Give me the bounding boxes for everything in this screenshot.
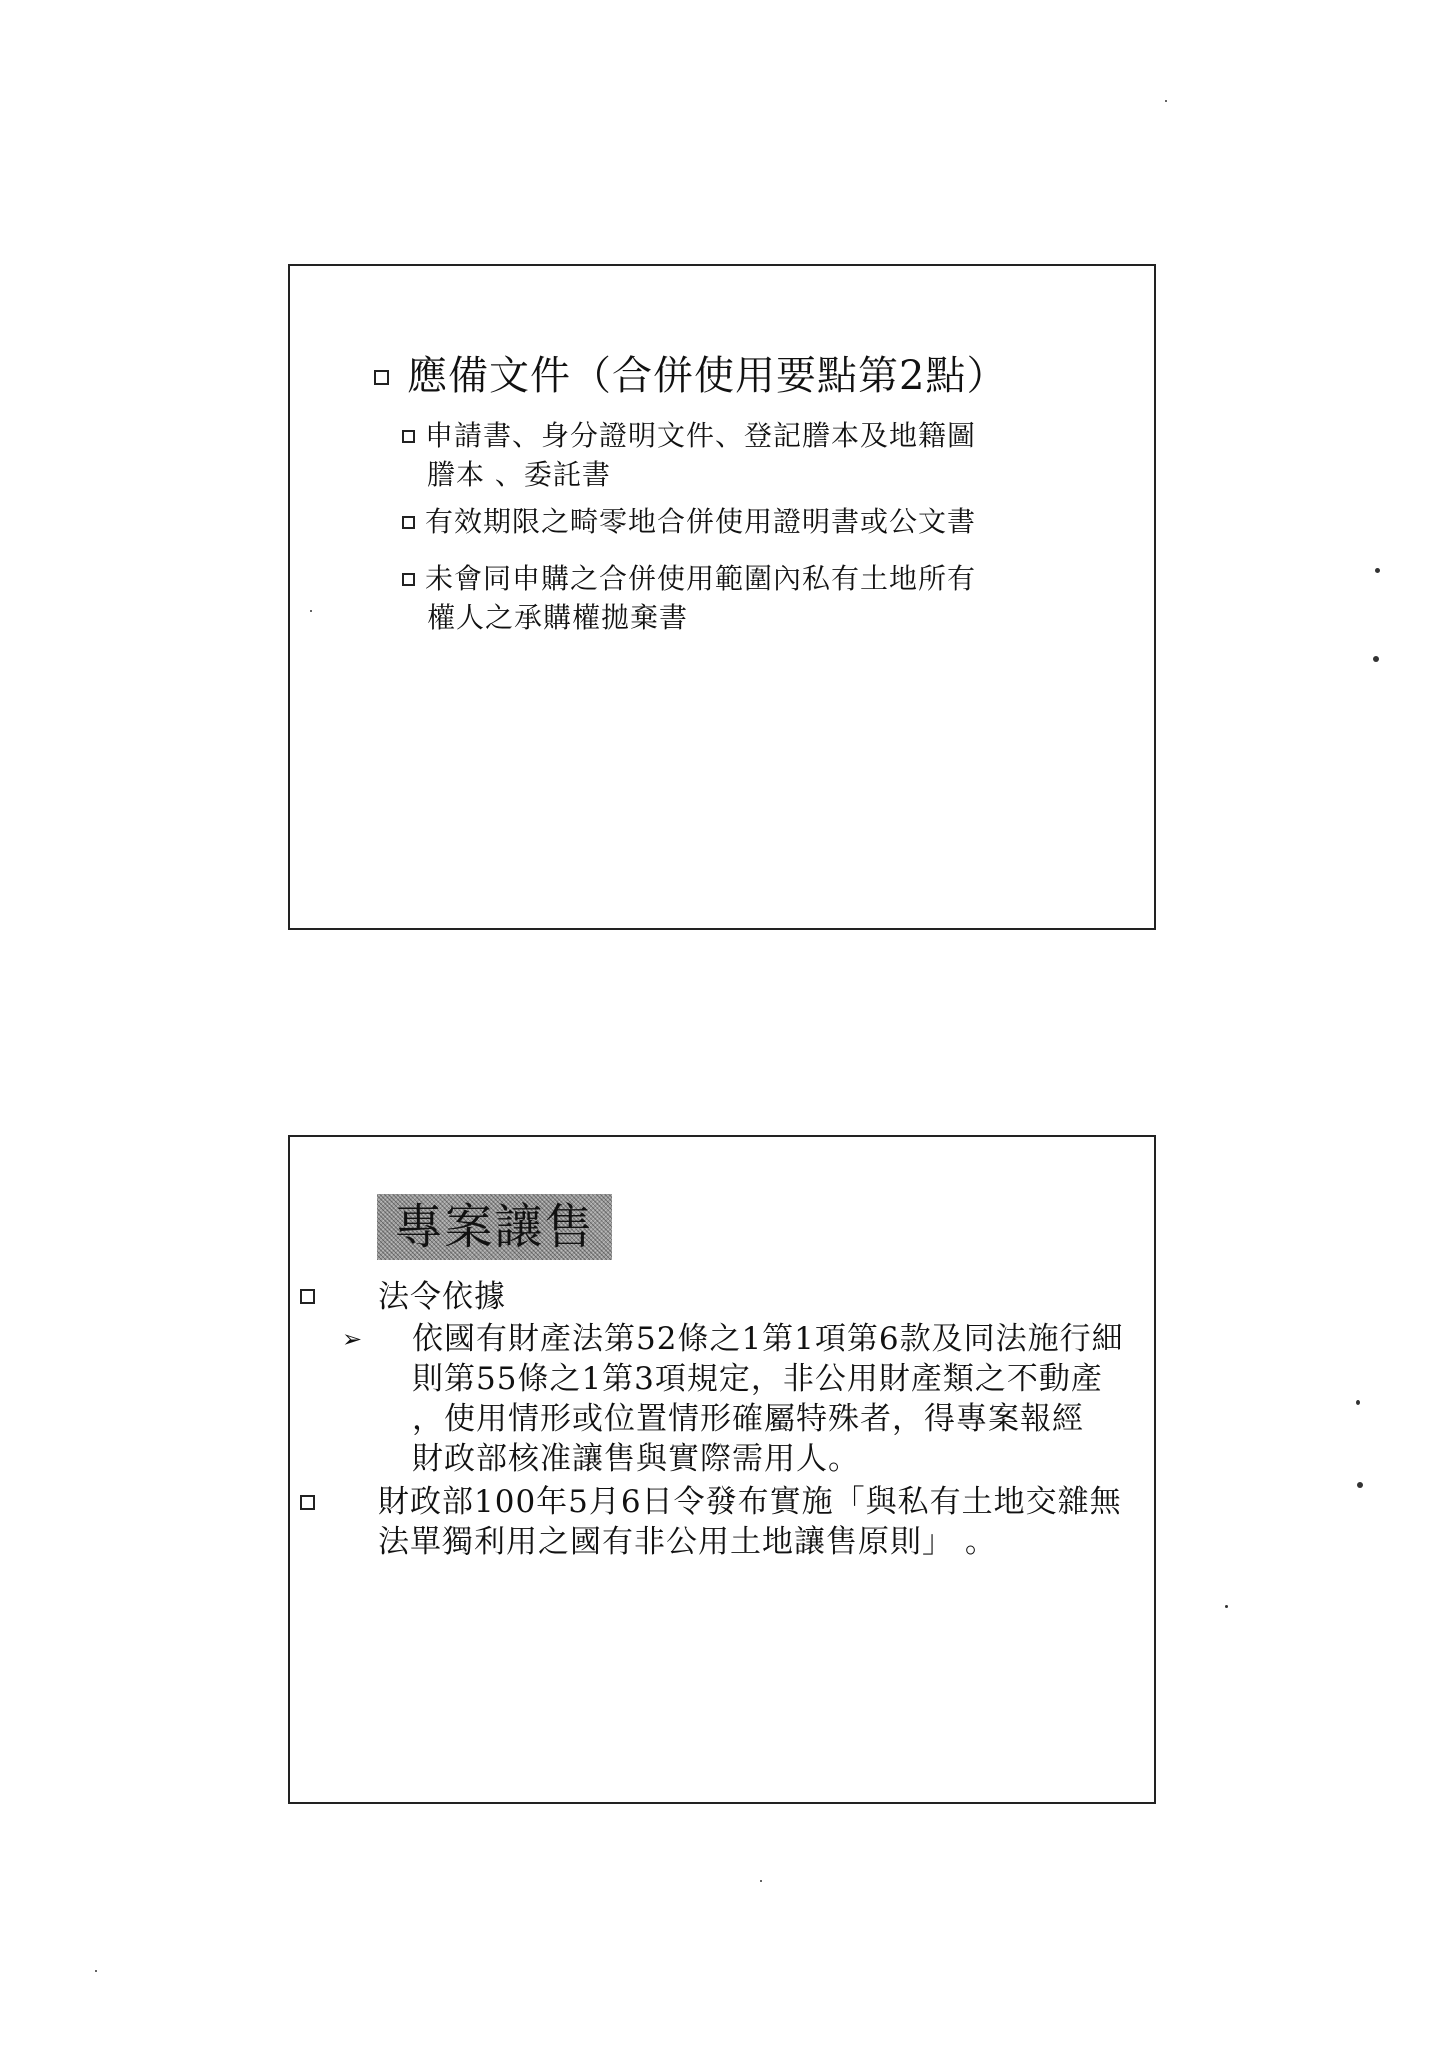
- slide-title-row: [374, 350, 1007, 402]
- scan-speck: [95, 1970, 97, 1972]
- list-item-line: 有效期限之畸零地合併使用證明書或公文書: [425, 505, 977, 538]
- arrow-bullet-icon: ➢: [342, 1325, 363, 1353]
- scan-speck: [1375, 568, 1380, 573]
- scan-speck: [1373, 656, 1379, 662]
- scan-speck: [310, 610, 312, 612]
- paragraph-line: 則第55條之1第3項規定，非公用財產類之不動產: [412, 1361, 1103, 1397]
- scan-speck: [1225, 1605, 1228, 1608]
- slide-title: 應備文件（合併使用要點第2點）: [407, 353, 1008, 399]
- slide-required-documents: [288, 264, 1156, 930]
- list-item-line: 權人之承購權拋棄書: [427, 601, 689, 634]
- list-item-line: 申請書、身分證明文件、登記謄本及地籍圖: [425, 419, 977, 452]
- paragraph-line: ，使用情形或位置情形確屬特殊者，得專案報經: [412, 1401, 1084, 1437]
- square-bullet-icon: [300, 1495, 315, 1510]
- section-label: 法令依據: [378, 1279, 506, 1315]
- list-item-line: 未會同申購之合併使用範圍內私有土地所有: [425, 562, 977, 595]
- decree-paragraph: [378, 1482, 1158, 1562]
- list-item: [402, 416, 1065, 494]
- paragraph-line: 依國有財產法第52條之1第1項第6款及同法施行細: [412, 1321, 1124, 1357]
- scan-speck: [1356, 1400, 1360, 1405]
- legal-basis-paragraph: [412, 1319, 1152, 1479]
- slide-special-sale: [288, 1135, 1156, 1804]
- list-item-line: 謄本 、委託書: [427, 458, 611, 491]
- paragraph-line: 財政部核准讓售與實際需用人。: [412, 1441, 860, 1477]
- square-bullet-icon: [374, 370, 389, 385]
- scan-speck: [760, 1880, 762, 1882]
- scan-speck: [1165, 100, 1167, 102]
- paragraph-line: 法單獨利用之國有非公用土地讓售原則」 。: [378, 1524, 997, 1560]
- paragraph-line: 財政部100年5月6日令發布實施「與私有土地交雜無: [378, 1484, 1122, 1520]
- square-bullet-icon: [402, 430, 415, 443]
- square-bullet-icon: [402, 516, 415, 529]
- square-bullet-icon: [402, 573, 415, 586]
- list-item: [402, 502, 1065, 541]
- slide-heading: 專案讓售: [377, 1194, 612, 1260]
- scan-speck: [1357, 1482, 1363, 1488]
- list-item: [402, 559, 1065, 637]
- square-bullet-icon: [300, 1289, 315, 1304]
